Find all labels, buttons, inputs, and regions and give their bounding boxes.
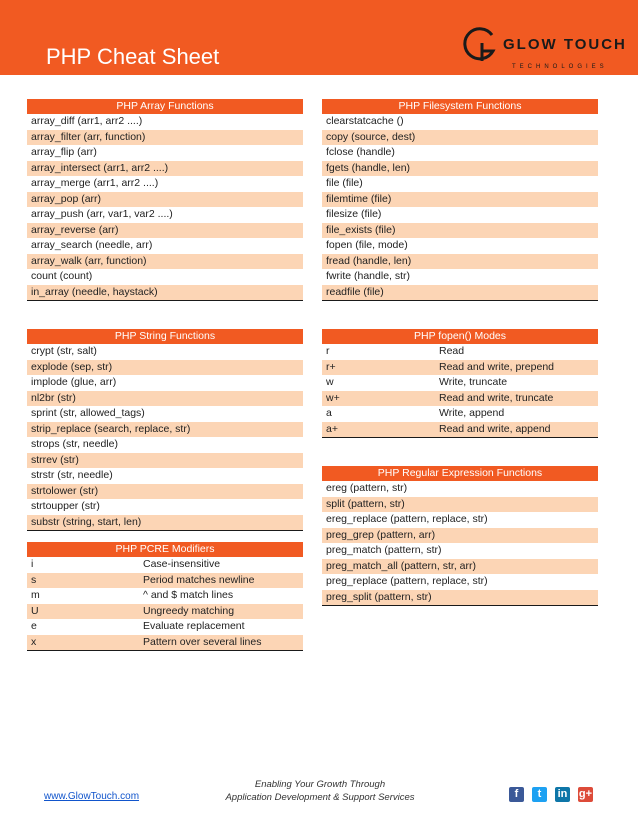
table-row: readfile (file) bbox=[322, 285, 598, 301]
table-header: PHP Filesystem Functions bbox=[322, 99, 598, 114]
array-functions-table bbox=[27, 99, 303, 301]
row-description: Read and write, truncate bbox=[439, 391, 554, 404]
table-row: sprint (str, allowed_tags) bbox=[27, 406, 303, 422]
table-row: preg_match (pattern, str) bbox=[322, 543, 598, 559]
row-description: Pattern over several lines bbox=[143, 635, 262, 648]
row-key: w bbox=[326, 376, 334, 388]
table-row bbox=[27, 635, 303, 651]
table-row bbox=[322, 344, 598, 360]
facebook-icon[interactable]: f bbox=[509, 787, 524, 802]
table-row: array_filter (arr, function) bbox=[27, 130, 303, 146]
table-row: file_exists (file) bbox=[322, 223, 598, 239]
table-row: strrev (str) bbox=[27, 453, 303, 469]
table-row: array_push (arr, var1, var2 ....) bbox=[27, 207, 303, 223]
tagline-line-2: Application Development & Support Services bbox=[225, 792, 415, 803]
table-row: array_flip (arr) bbox=[27, 145, 303, 161]
table-row: strtoupper (str) bbox=[27, 499, 303, 515]
row-key: x bbox=[31, 635, 37, 648]
google-plus-icon[interactable]: g+ bbox=[578, 788, 593, 800]
linkedin-icon[interactable]: in bbox=[555, 787, 570, 802]
table-row: clearstatcache () bbox=[322, 114, 598, 130]
table-row: array_intersect (arr1, arr2 ....) bbox=[27, 161, 303, 177]
table-row bbox=[322, 406, 598, 422]
table-row: preg_replace (pattern, replace, str) bbox=[322, 574, 598, 590]
table-row: split (pattern, str) bbox=[322, 497, 598, 513]
table-row: array_pop (arr) bbox=[27, 192, 303, 208]
row-key: w+ bbox=[326, 391, 340, 404]
table-row: count (count) bbox=[27, 269, 303, 285]
table-row: preg_split (pattern, str) bbox=[322, 590, 598, 606]
table-header: PHP fopen() Modes bbox=[322, 329, 598, 344]
row-description: Read and write, append bbox=[439, 422, 551, 435]
table-row: copy (source, dest) bbox=[322, 130, 598, 146]
row-key: a bbox=[326, 407, 332, 419]
table-row bbox=[27, 588, 303, 604]
table-row: array_search (needle, arr) bbox=[27, 238, 303, 254]
regex-functions-table bbox=[322, 466, 598, 606]
table-row: fopen (file, mode) bbox=[322, 238, 598, 254]
row-description: Read and write, prepend bbox=[439, 360, 554, 373]
table-row: array_merge (arr1, arr2 ....) bbox=[27, 176, 303, 192]
row-description: Read bbox=[439, 345, 465, 357]
table-row: crypt (str, salt) bbox=[27, 344, 303, 360]
row-key: r bbox=[326, 345, 330, 357]
string-functions-table bbox=[27, 329, 303, 531]
logo-text: GLOW TOUCH bbox=[503, 36, 627, 53]
glowtouch-logo-icon bbox=[462, 27, 498, 63]
table-row bbox=[27, 619, 303, 635]
table-row: implode (glue, arr) bbox=[27, 375, 303, 391]
logo-subtitle: TECHNOLOGIES bbox=[512, 64, 608, 70]
row-key: a+ bbox=[326, 422, 338, 435]
table-row: preg_grep (pattern, arr) bbox=[322, 528, 598, 544]
table-row bbox=[322, 360, 598, 376]
table-row: preg_match_all (pattern, str, arr) bbox=[322, 559, 598, 575]
row-description: Write, append bbox=[439, 407, 505, 419]
table-row: filesize (file) bbox=[322, 207, 598, 223]
table-row: in_array (needle, haystack) bbox=[27, 285, 303, 301]
table-row: fwrite (handle, str) bbox=[322, 269, 598, 285]
table-row: fgets (handle, len) bbox=[322, 161, 598, 177]
table-row: array_diff (arr1, arr2 ....) bbox=[27, 114, 303, 130]
table-row bbox=[27, 573, 303, 589]
row-key: r+ bbox=[326, 360, 336, 373]
table-row: strops (str, needle) bbox=[27, 437, 303, 453]
table-row: file (file) bbox=[322, 176, 598, 192]
table-header: PHP Regular Expression Functions bbox=[322, 466, 598, 481]
table-row bbox=[322, 391, 598, 407]
pcre-modifiers-table bbox=[27, 542, 303, 651]
fopen-modes-table bbox=[322, 329, 598, 438]
table-row: substr (string, start, len) bbox=[27, 515, 303, 531]
row-key: e bbox=[31, 620, 37, 632]
table-row: strtolower (str) bbox=[27, 484, 303, 500]
table-row bbox=[27, 557, 303, 573]
table-header: PHP PCRE Modifiers bbox=[27, 542, 303, 557]
header-banner bbox=[0, 0, 638, 75]
filesystem-functions-table bbox=[322, 99, 598, 301]
table-row: filemtime (file) bbox=[322, 192, 598, 208]
table-row: strip_replace (search, replace, str) bbox=[27, 422, 303, 438]
table-row: ereg (pattern, str) bbox=[322, 481, 598, 497]
row-description: Write, truncate bbox=[439, 376, 508, 388]
row-description: Case-insensitive bbox=[143, 558, 221, 570]
table-row: strstr (str, needle) bbox=[27, 468, 303, 484]
table-row: explode (sep, str) bbox=[27, 360, 303, 376]
table-row: nl2br (str) bbox=[27, 391, 303, 407]
twitter-icon[interactable]: t bbox=[532, 787, 547, 802]
row-description: Evaluate replacement bbox=[143, 620, 245, 632]
table-row: fread (handle, len) bbox=[322, 254, 598, 270]
table-row: fclose (handle) bbox=[322, 145, 598, 161]
website-link[interactable]: www.GlowTouch.com bbox=[44, 791, 140, 802]
table-header: PHP Array Functions bbox=[27, 99, 303, 114]
row-key: m bbox=[31, 589, 40, 601]
row-key: U bbox=[31, 604, 39, 617]
table-row bbox=[322, 375, 598, 391]
row-description: Period matches newline bbox=[143, 573, 255, 586]
tagline-line-1: Enabling Your Growth Through bbox=[254, 779, 386, 790]
page-title: PHP Cheat Sheet bbox=[46, 44, 220, 69]
table-header: PHP String Functions bbox=[27, 329, 303, 344]
table-row bbox=[322, 422, 598, 438]
table-row: array_reverse (arr) bbox=[27, 223, 303, 239]
row-key: i bbox=[31, 558, 34, 570]
table-row: ereg_replace (pattern, replace, str) bbox=[322, 512, 598, 528]
table-row: array_walk (arr, function) bbox=[27, 254, 303, 270]
row-description: ^ and $ match lines bbox=[143, 589, 234, 601]
table-row bbox=[27, 604, 303, 620]
row-key: s bbox=[31, 573, 37, 586]
row-description: Ungreedy matching bbox=[143, 604, 235, 617]
footer-tagline bbox=[200, 778, 440, 804]
